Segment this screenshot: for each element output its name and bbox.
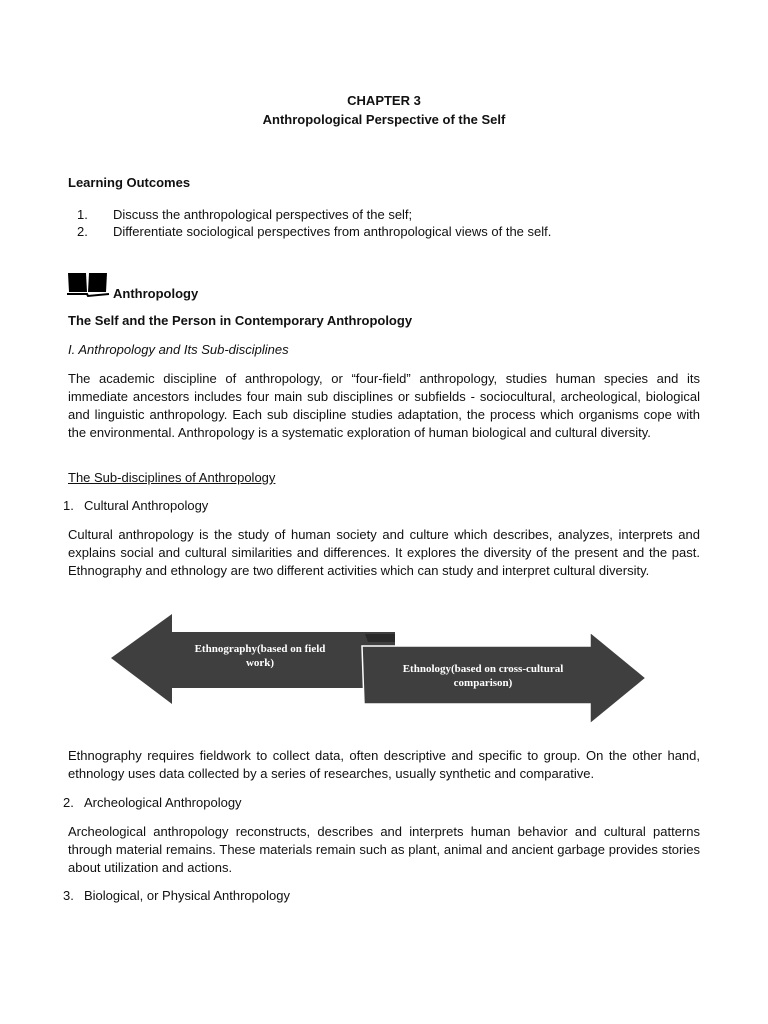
- chapter-number: CHAPTER 3: [347, 93, 421, 108]
- outcome-text: Differentiate sociological perspectives from anthropological views of the self.: [113, 224, 552, 239]
- outcome-number: 2.: [77, 224, 88, 239]
- intro-paragraph: The academic discipline of anthropology, or “four-field” anthropology, studies human species and its immediate ancestors includes four main sub disciplines or subfields - sociocultural, archeological, biological and linguistic anthropology. Each sub discipline studies adaptation, the process which organisms cope with the environmental. Anthropology is a systematic exploration of human biological and cultural diversity.: [68, 371, 700, 440]
- outcome-number: 1.: [77, 207, 88, 222]
- subdiscipline-title: Cultural Anthropology: [84, 498, 209, 513]
- learning-outcomes-heading: Learning Outcomes: [68, 175, 191, 190]
- outcome-text: Discuss the anthropological perspectives of the self;: [113, 207, 413, 222]
- archeological-anthropology-paragraph: Archeological anthropology reconstructs, describes and interprets human behavior and cultural patterns through material remains. These materials remain such as plant, animal and ancient garbage provides stories about utilization and actions.: [68, 824, 700, 875]
- subdiscipline-number: 2.: [63, 795, 74, 810]
- chapter-title: Anthropological Perspective of the Self: [262, 112, 506, 127]
- ethnography-label: Ethnography(based on field work): [194, 643, 326, 669]
- subdiscipline-number: 3.: [63, 888, 74, 903]
- subdiscipline-number: 1.: [63, 498, 74, 513]
- section-subtitle: The Self and the Person in Contemporary Anthropology: [68, 313, 413, 328]
- ethnography-ethnology-diagram: [110, 612, 650, 726]
- ethnography-paragraph: Ethnography requires fieldwork to collect data, often descriptive and specific to group. On the other hand, ethnology uses data collected by a series of researches, usually synthetic and comparative.: [68, 748, 700, 781]
- subdisciplines-heading: The Sub-disciplines of Anthropology: [68, 470, 276, 485]
- outcome-item: [77, 206, 677, 223]
- ethnology-label: Ethnology(based on cross-cultural comparison): [402, 663, 564, 689]
- subdiscipline-title: Biological, or Physical Anthropology: [84, 888, 290, 903]
- subdiscipline-title: Archeological Anthropology: [84, 795, 242, 810]
- cultural-anthropology-paragraph: Cultural anthropology is the study of human society and culture which describes, analyzes, interprets and explains social and cultural similarities and differences. It explores the diversity of the present and the past. Ethnography and ethnology are two different activities which can study and interpret cultural diversity.: [68, 527, 700, 578]
- open-book-icon: [66, 270, 110, 298]
- part-heading: I. Anthropology and Its Sub-disciplines: [68, 342, 289, 357]
- section-label: Anthropology: [113, 286, 199, 301]
- outcome-item: [77, 223, 677, 240]
